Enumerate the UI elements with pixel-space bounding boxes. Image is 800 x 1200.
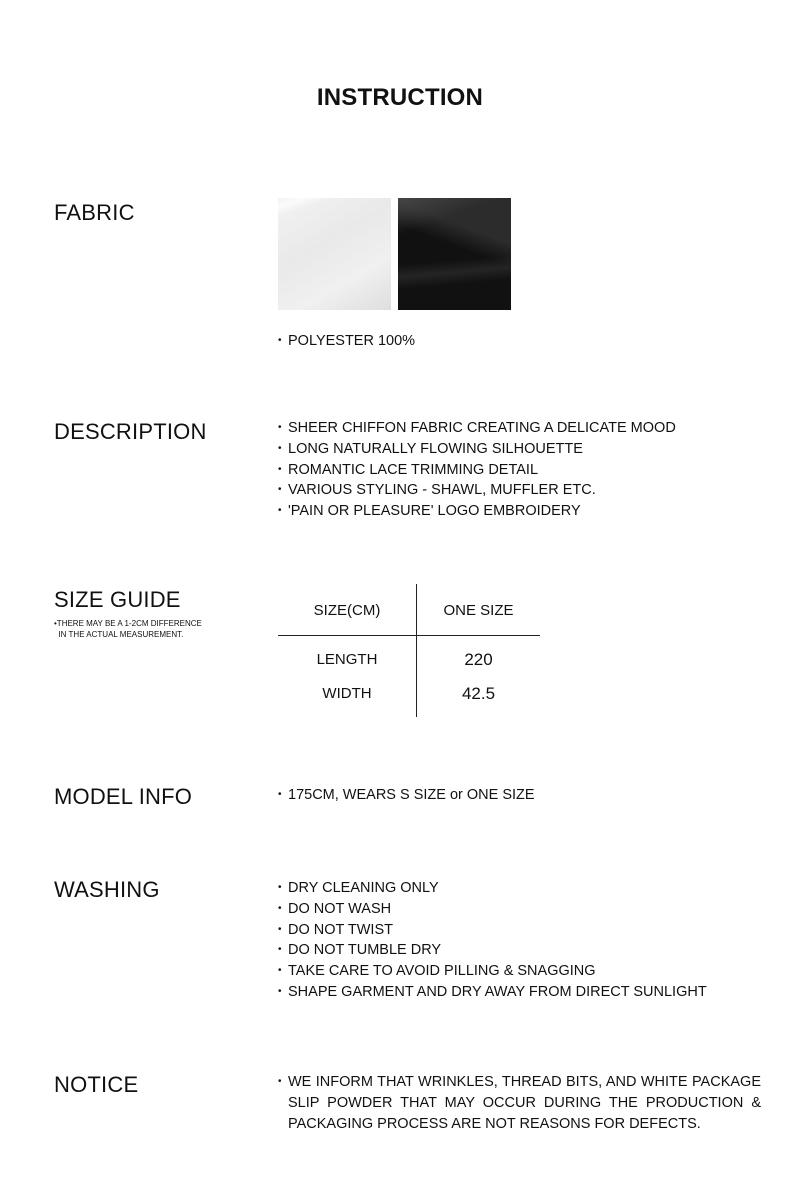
notice-text: WE INFORM THAT WRINKLES, THREAD BITS, AND WHITE PACKAGE SLIP POWDER THAT MAY OCCUR DURING THE PRODUCTION & PACKAGING PROCESS ARE NOT REASONS FOR DEFECTS. [288,1074,761,1132]
fabric-heading: FABRIC [54,200,135,225]
size-row-value-width: 42.5 [461,684,496,703]
model-info-item: • 175CM, WEARS S SIZE or ONE SIZE [278,785,535,806]
description-item: • 'PAIN OR PLEASURE' LOGO EMBROIDERY [278,501,676,522]
washing-item: • DRY CLEANING ONLY [278,878,707,899]
washing-item: • SHAPE GARMENT AND DRY AWAY FROM DIRECT SUNLIGHT [278,982,707,1003]
size-guide-note: •THERE MAY BE A 1-2CM DIFFERENCE IN THE ACTUAL MEASUREMENT. [54,619,202,639]
description-item: • ROMANTIC LACE TRIMMING DETAIL [278,460,676,481]
description-list [278,418,676,522]
fabric-list [278,331,415,352]
size-table [278,584,540,717]
description-item: • LONG NATURALLY FLOWING SILHOUETTE [278,439,676,460]
washing-heading: WASHING [54,877,160,902]
description-item: • SHEER CHIFFON FABRIC CREATING A DELICATE MOOD [278,418,676,439]
size-row-label-length: LENGTH [316,651,378,668]
washing-item: • DO NOT TUMBLE DRY [278,940,707,961]
size-row-label-width: WIDTH [322,685,372,702]
page-title: INSTRUCTION [316,84,484,111]
description-item: • VARIOUS STYLING - SHAWL, MUFFLER ETC. [278,480,676,501]
black-fabric-swatch [398,198,511,310]
size-guide-heading: SIZE GUIDE [54,587,181,612]
model-info-heading: MODEL INFO [54,784,193,809]
size-row-value-length: 220 [464,650,493,669]
table-divider-horizontal [278,635,540,636]
model-info-list [278,785,535,806]
description-heading: DESCRIPTION [54,419,207,444]
washing-list [278,878,707,1003]
white-fabric-swatch [278,198,391,310]
washing-item: • DO NOT TWIST [278,920,707,941]
size-header-label: SIZE(CM) [313,602,381,619]
washing-item: • DO NOT WASH [278,899,707,920]
washing-item: • TAKE CARE TO AVOID PILLING & SNAGGING [278,961,707,982]
notice-heading: NOTICE [54,1072,139,1097]
fabric-item: • POLYESTER 100% [278,331,415,352]
notice-bullet: • [278,1076,282,1087]
size-header-value: ONE SIZE [443,602,514,619]
